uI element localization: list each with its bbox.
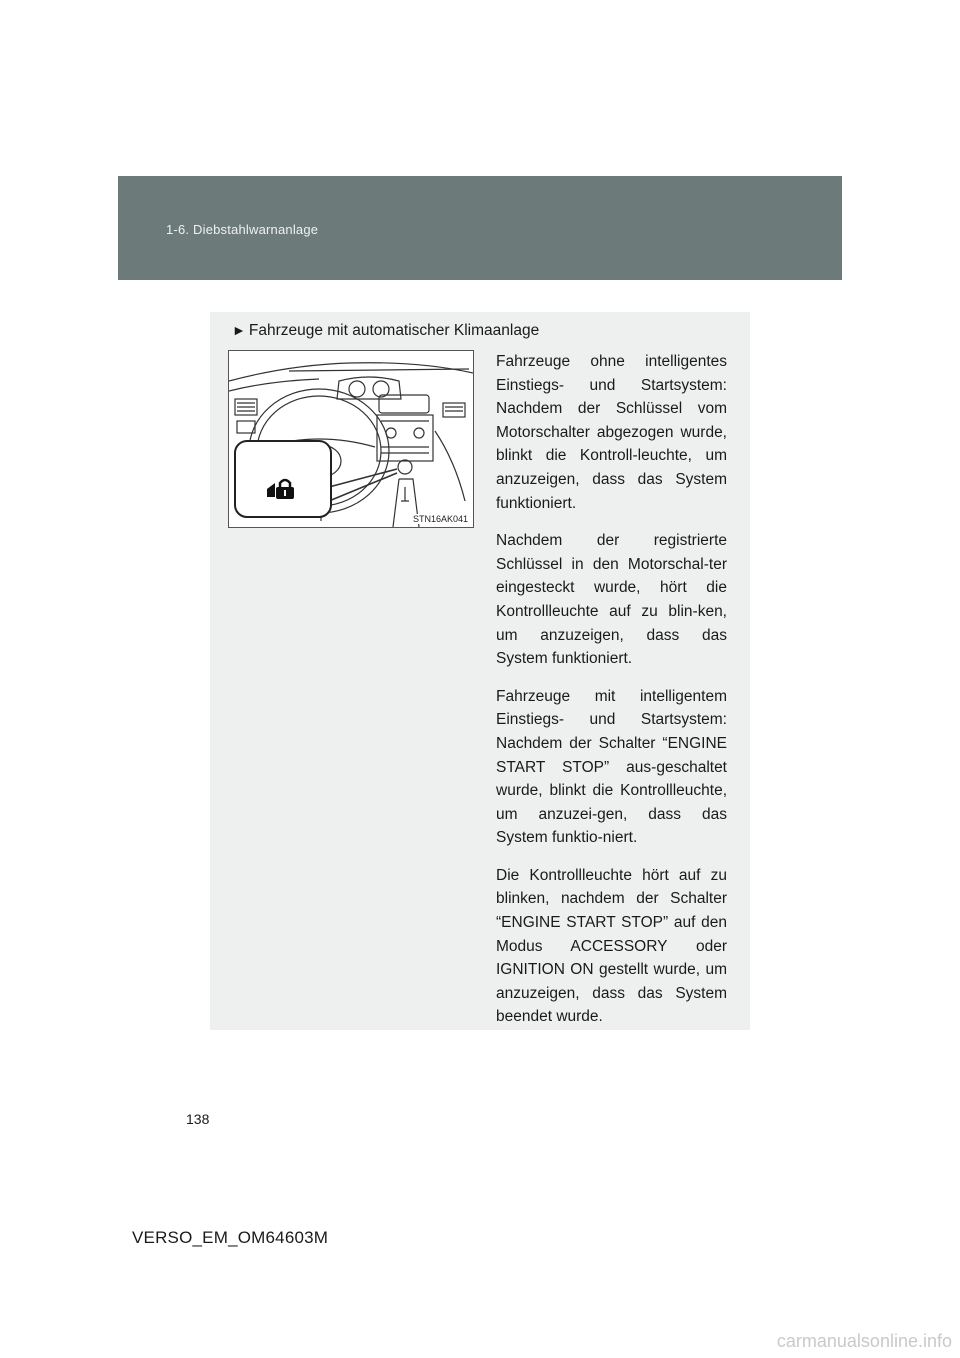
content-box: [210, 312, 750, 1030]
document-code: VERSO_EM_OM64603M: [132, 1228, 329, 1247]
subheading: [232, 322, 539, 340]
figure-code: STN16AK041: [412, 514, 468, 524]
arrow-right-icon: ►: [232, 322, 246, 338]
paragraph: Nachdem der registrierte Schlüssel in den Motorschal-ter eingesteckt wurde, hört die Kontrollleuchte auf zu blin-ken, um anzuzeigen, dass das System funktioniert.: [496, 532, 727, 668]
spacer: [269, 513, 270, 514]
chapter-header: [118, 176, 842, 280]
paragraph: Fahrzeuge ohne intelligentes Einstiegs- und Startsystem: Nachdem der Schlüssel vom Motorschalter abgezogen wurde, blinkt die Kontroll-leuchte, um anzuzeigen, dass das System funktioniert.: [496, 353, 727, 512]
page-number: 138: [186, 1111, 210, 1127]
lock-indicator-icon: [265, 477, 299, 501]
section-label: 1-6. Diebstahlwarnanlage: [166, 222, 319, 237]
paragraph: Fahrzeuge mit intelligentem Einstiegs- und Startsystem: Nachdem der Schalter “ENGINE START STOP” aus-geschaltet wurde, blinkt die Kontrollleuchte, um anzuzei-gen, dass das System funktio-niert.: [496, 687, 727, 847]
paragraph: Die Kontrollleuchte hört auf zu blinken, nachdem der Schalter “ENGINE START STOP” auf den Modus ACCESSORY oder IGNITION ON gestellt wurde, um anzuzeigen, dass das System beendet wurde.: [496, 866, 727, 1026]
dashboard-illustration: [228, 350, 474, 528]
watermark: carmanualsonline.info: [776, 1331, 952, 1351]
subheading-text: Fahrzeuge mit automatischer Klimaanlage: [248, 322, 540, 339]
description-text: [496, 350, 727, 1043]
